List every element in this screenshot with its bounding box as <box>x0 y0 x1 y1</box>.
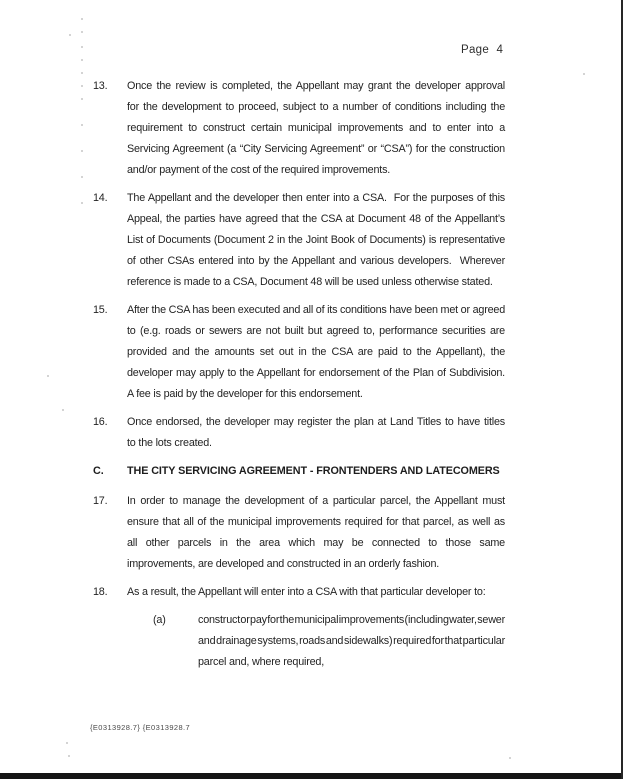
paragraph-line: Appeal, the parties have agreed that the CSA at Document 48 of the Appellant’s <box>127 213 505 225</box>
paragraph-marker: 17. <box>93 495 108 507</box>
document-body <box>93 76 505 680</box>
numbered-paragraph <box>93 76 505 181</box>
paragraph-line: After the CSA has been executed and all of its conditions have been met or agreed <box>127 304 505 316</box>
paragraph-lines <box>127 76 505 181</box>
paragraph-lines <box>198 610 505 673</box>
page-number: Page 4 <box>461 44 504 56</box>
paragraph-marker: (a) <box>153 614 166 626</box>
paragraph-line: requirement to construct certain municipal improvements and to enter into a <box>127 122 505 134</box>
paragraph-marker: 16. <box>93 416 108 428</box>
subitem-paragraph <box>153 610 505 673</box>
paragraph-line: developer may apply to the Appellant for endorsement of the Plan of Subdivision. <box>127 367 505 379</box>
section-heading <box>93 461 505 482</box>
paragraph-marker: 15. <box>93 304 108 316</box>
numbered-paragraph <box>93 188 505 293</box>
paragraph-line: As a result, the Appellant will enter into a CSA with that particular developer to: <box>127 586 486 598</box>
scan-speck <box>81 202 83 204</box>
paragraph-marker: 14. <box>93 192 108 204</box>
paragraph-marker: C. <box>93 465 104 477</box>
paragraph-lines <box>127 491 505 575</box>
paragraph-lines <box>127 188 505 293</box>
numbered-paragraph <box>93 491 505 575</box>
numbered-paragraph <box>93 412 505 454</box>
paragraph-line: List of Documents (Document 2 in the Joint Book of Documents) is representative <box>127 234 505 246</box>
numbered-paragraph <box>93 300 505 405</box>
scan-speck <box>509 757 511 759</box>
scan-speck <box>81 176 83 178</box>
scan-speck <box>81 98 83 100</box>
paragraph-lines <box>127 582 505 603</box>
scan-speck <box>68 755 70 757</box>
scan-speck <box>47 375 49 377</box>
scan-speck <box>81 150 83 152</box>
paragraph-line: reference is made to a CSA, Document 48 will be used unless otherwise stated. <box>127 276 493 288</box>
paragraph-line: all other parcels in the area which may be connected to those same <box>127 537 505 549</box>
paragraph-line: A fee is paid by the developer for this endorsement. <box>127 388 363 400</box>
scan-speck <box>81 46 83 48</box>
footer-doc-id: {E0313928.7} {E0313928.7 <box>90 723 191 732</box>
scan-speck <box>583 73 585 75</box>
paragraph-line: THE CITY SERVICING AGREEMENT - FRONTENDERS AND LATECOMERS <box>127 465 500 477</box>
paragraph-lines <box>127 412 505 454</box>
scan-speck <box>81 72 83 74</box>
paragraph-line: In order to manage the development of a particular parcel, the Appellant must <box>127 495 505 507</box>
paragraph-line: of other CSAs entered into by the Appellant and various developers. Wherever <box>127 255 505 267</box>
scan-speck <box>69 34 71 36</box>
paragraph-line: and drainage systems, roads and sidewalks) required for that particular <box>198 635 505 647</box>
paragraph-marker: 13. <box>93 80 108 92</box>
paragraph-line: for the development to proceed, subject to a number of conditions including the <box>127 101 505 113</box>
paragraph-line: improvements, are developed and constructed in an orderly fashion. <box>127 558 440 570</box>
scan-speck <box>81 18 83 20</box>
paragraph-line: ensure that all of the municipal improvements required for that parcel, as well as <box>127 516 505 528</box>
paragraph-line: construct or pay for the municipal improvements (including water, sewer <box>198 614 505 626</box>
scan-speck <box>81 85 83 87</box>
paragraph-line: Servicing Agreement (a “City Servicing Agreement” or “CSA”) for the construction <box>127 143 505 155</box>
scan-speck <box>81 124 83 126</box>
paragraph-line: Once endorsed, the developer may register the plan at Land Titles to have titles <box>127 416 505 428</box>
paragraph-line: provided and the amounts set out in the CSA are paid to the Appellant), the <box>127 346 505 358</box>
paragraph-line: to (e.g. roads or sewers are not built but agreed to, performance securities are <box>127 325 505 337</box>
paragraph-marker: 18. <box>93 586 108 598</box>
paragraph-line: The Appellant and the developer then enter into a CSA. For the purposes of this <box>127 192 505 204</box>
paragraph-line: to the lots created. <box>127 437 212 449</box>
scan-speck <box>81 31 83 33</box>
paragraph-line: Once the review is completed, the Appellant may grant the developer approval <box>127 80 505 92</box>
scan-speck <box>62 409 64 411</box>
scan-speck <box>81 59 83 61</box>
scan-speck <box>66 742 68 744</box>
numbered-paragraph <box>93 582 505 603</box>
paragraph-line: and/or payment of the cost of the required improvements. <box>127 164 391 176</box>
paragraph-line: parcel and, where required, <box>198 656 325 668</box>
paragraph-lines <box>127 461 505 482</box>
paragraph-lines <box>127 300 505 405</box>
scan-artifact-bottom-bar <box>0 773 623 779</box>
